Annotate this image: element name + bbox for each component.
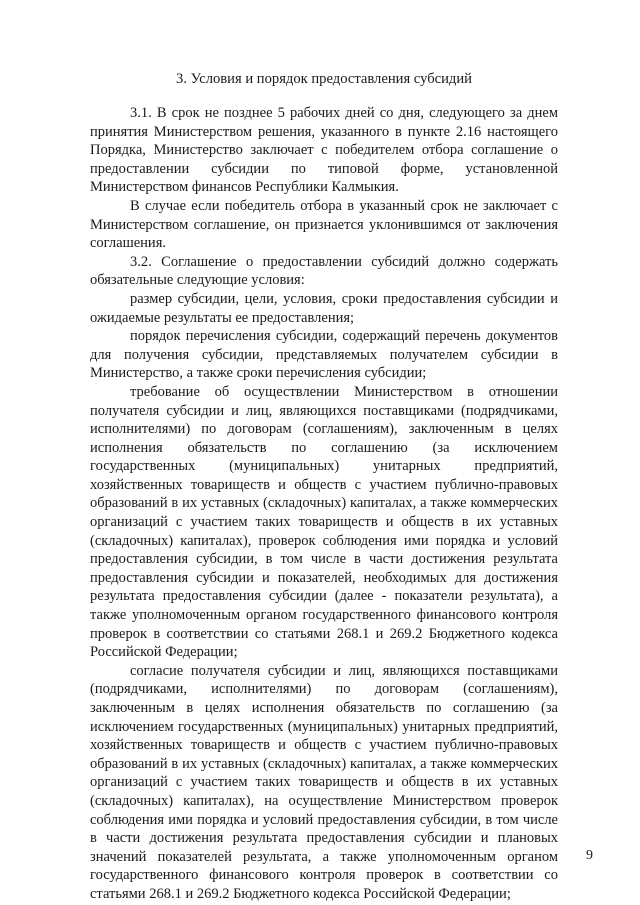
paragraph-condition-inspection: требование об осуществлении Министерством в отношении получателя субсидии и лиц, являющихся поставщиками (подрядчиками, исполнителями) по договорам (соглашениям), заключенным в целях исполнения обязательств по соглашению (за исключением государственных (муниципальных) унитарных предприятий, хозяйственных товариществ и обществ с участием публично-правовых образований в их уставных (складочных) капиталах, а также коммерческих организаций с участием таких товариществ и обществ в их уставных (складочных) капиталах), проверок соблюдения ими порядка и условий предоставления субсидии, в том числе в части достижения результата предоставления субсидии и показателей, необходимых для достижения результата предоставления субсидии (далее - показатели результата), а также уполномоченным органом государственного финансового контроля проверок в соответствии со статьями 268.1 и 269.2 Бюджетного кодекса Российской Федерации; <box>90 383 558 661</box>
paragraph-condition-transfer: порядок перечисления субсидии, содержащий перечень документов для получения субсидии, представляемых получателем субсидии в Министерство, а также сроки перечисления субсидии; <box>90 328 558 382</box>
paragraph-condition-consent: согласие получателя субсидии и лиц, являющихся поставщиками (подрядчиками, исполнителями) по договорам (соглашениям), заключенным в целях исполнения обязательств по соглашению (за исключением государственных (муниципальных) унитарных предприятий, хозяйственных товариществ и обществ с участием публично-правовых образований в их уставных (складочных) капиталах, а также коммерческих организаций с участием таких товариществ и обществ в их уставных (складочных) капиталах), на осуществление Министерством проверок соблюдения ими порядка и условий предоставления субсидии, в том числе в части достижения результата предоставления субсидии и плановых значений показателей результата, а также уполномоченным органом государственного финансового контроля проверок в соответствии со статьями 268.1 и 269.2 Бюджетного кодекса Российской Федерации; <box>90 662 558 902</box>
paragraph-condition-amount: размер субсидии, цели, условия, сроки предоставления субсидии и ожидаемые результаты ее предоставления; <box>90 290 558 326</box>
paragraph-3-1: 3.1. В срок не позднее 5 рабочих дней со дня, следующего за днем принятия Министерством решения, указанного в пункте 2.16 настоящего Порядка, Министерство заключает с победителем отбора соглашение о предоставлении субсидии по типовой форме, установленной Министерством финансов Республики Калмыкия. <box>90 105 558 196</box>
section-heading: 3. Условия и порядок предоставления субсидий <box>176 71 472 87</box>
page-number: 9 <box>586 848 593 863</box>
document-body <box>90 104 558 904</box>
paragraph-evasion: В случае если победитель отбора в указанный срок не заключает с Министерством соглашение, он признается уклонившимся от заключения соглашения. <box>90 197 558 252</box>
paragraph-3-2: 3.2. Соглашение о предоставлении субсидий должно содержать обязательные следующие условия: <box>90 253 558 289</box>
